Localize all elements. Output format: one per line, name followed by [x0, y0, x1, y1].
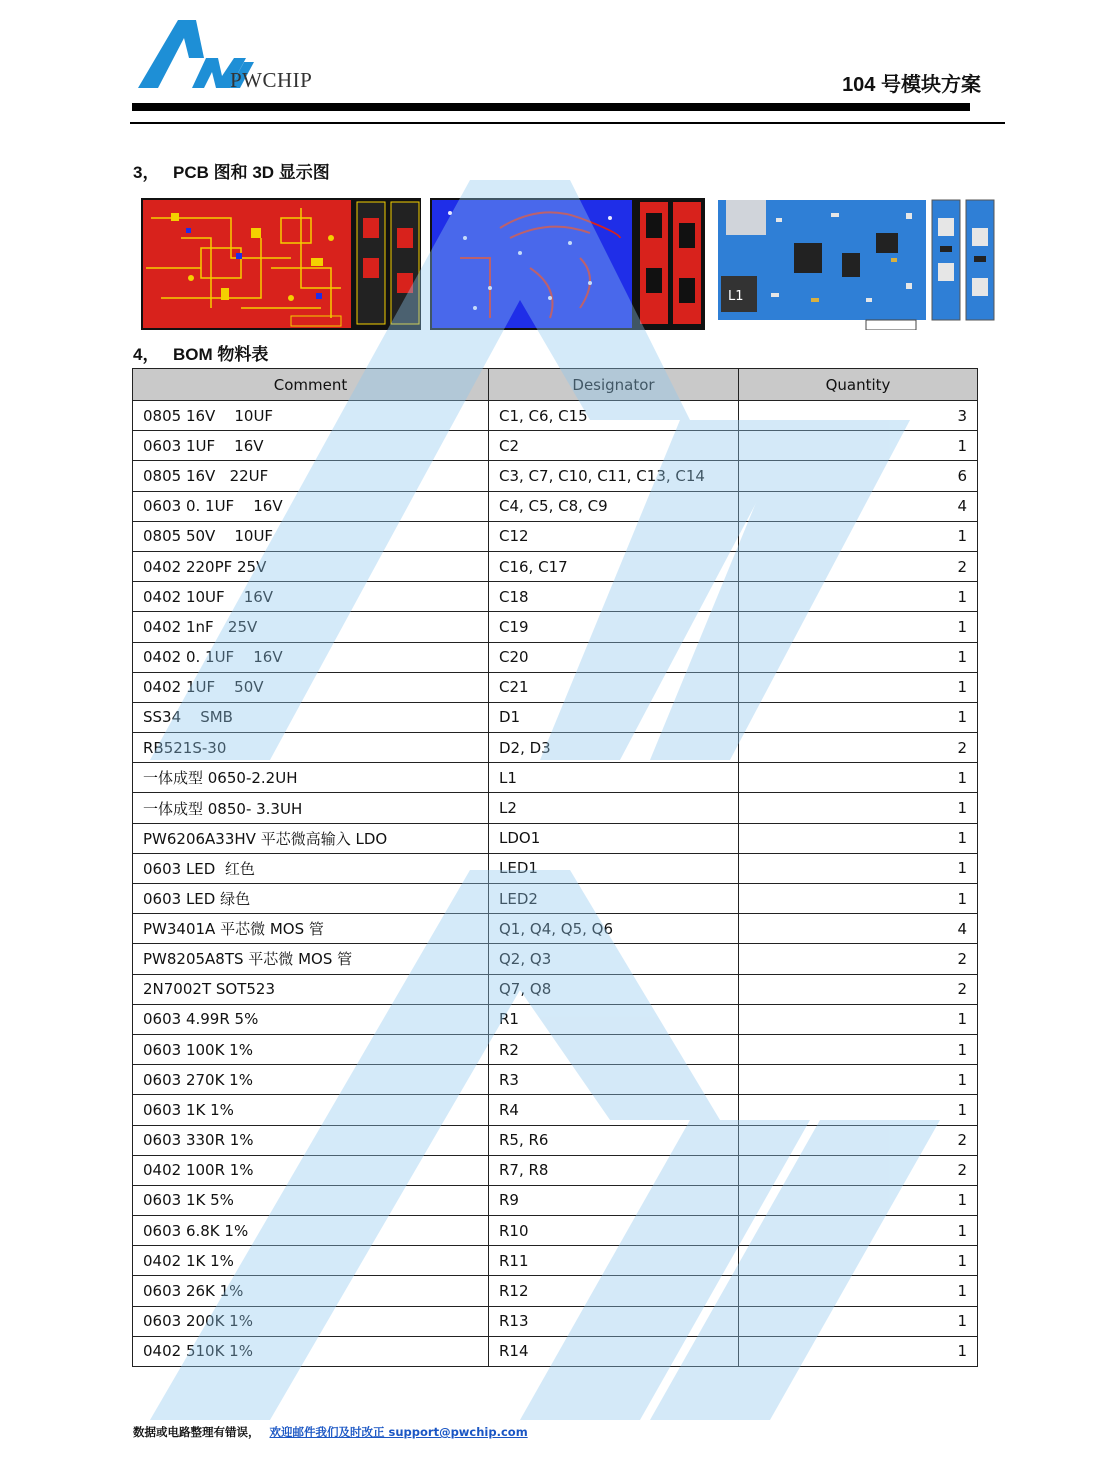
page-header	[0, 0, 1109, 130]
cell-quantity: 1	[739, 582, 978, 612]
cell-quantity: 2	[739, 944, 978, 974]
cell-quantity: 1	[739, 612, 978, 642]
cell-designator: R12	[489, 1276, 739, 1306]
cell-designator: LDO1	[489, 823, 739, 853]
cell-quantity: 4	[739, 491, 978, 521]
cell-quantity: 1	[739, 1216, 978, 1246]
cell-comment: PW3401A 平芯微 MOS 管	[133, 914, 489, 944]
table-row	[133, 823, 978, 853]
cell-comment: 0402 10UF 16V	[133, 582, 489, 612]
table-row	[133, 1185, 978, 1215]
table-row	[133, 914, 978, 944]
cell-designator: C4, C5, C8, C9	[489, 491, 739, 521]
cell-quantity: 2	[739, 733, 978, 763]
section-title-pcb	[133, 158, 330, 183]
bom-table	[132, 368, 978, 1367]
table-row	[133, 521, 978, 551]
cell-comment: 0402 220PF 25V	[133, 551, 489, 581]
cell-quantity: 1	[739, 642, 978, 672]
cell-comment: 0603 1K 5%	[133, 1185, 489, 1215]
column-header-quantity: Quantity	[739, 369, 978, 401]
cell-quantity: 1	[739, 521, 978, 551]
table-row	[133, 884, 978, 914]
cell-quantity: 1	[739, 884, 978, 914]
cell-designator: R7, R8	[489, 1155, 739, 1185]
cell-designator: C3, C7, C10, C11, C13, C14	[489, 461, 739, 491]
cell-designator: L1	[489, 763, 739, 793]
cell-comment: PW6206A33HV 平芯微高输入 LDO	[133, 823, 489, 853]
cell-designator: Q2, Q3	[489, 944, 739, 974]
cell-designator: Q1, Q4, Q5, Q6	[489, 914, 739, 944]
cell-designator: C18	[489, 582, 739, 612]
cell-comment: 0402 510K 1%	[133, 1336, 489, 1366]
table-row	[133, 1125, 978, 1155]
cell-quantity: 6	[739, 461, 978, 491]
cell-designator: R10	[489, 1216, 739, 1246]
cell-designator: Q7, Q8	[489, 974, 739, 1004]
section-label: PCB 图和 3D 显示图	[173, 163, 330, 182]
cell-comment: 0603 100K 1%	[133, 1034, 489, 1064]
pcb-3d-render-image	[716, 198, 1000, 330]
section-label: BOM 物料表	[173, 345, 269, 364]
table-row	[133, 944, 978, 974]
cell-designator: R5, R6	[489, 1125, 739, 1155]
cell-comment: 0402 1K 1%	[133, 1246, 489, 1276]
cell-quantity: 1	[739, 763, 978, 793]
cell-designator: C20	[489, 642, 739, 672]
cell-quantity: 1	[739, 431, 978, 461]
footer-text: 数据或电路整理有错误，	[133, 1425, 260, 1439]
table-row	[133, 491, 978, 521]
cell-quantity: 2	[739, 551, 978, 581]
cell-designator: L2	[489, 793, 739, 823]
cell-designator: R9	[489, 1185, 739, 1215]
cell-quantity: 1	[739, 1065, 978, 1095]
cell-quantity: 1	[739, 1004, 978, 1034]
cell-designator: R3	[489, 1065, 739, 1095]
table-row	[133, 642, 978, 672]
column-header-comment: Comment	[133, 369, 489, 401]
table-row	[133, 612, 978, 642]
cell-comment: 0603 LED 绿色	[133, 884, 489, 914]
table-row	[133, 1336, 978, 1366]
cell-comment: 0805 16V 10UF	[133, 401, 489, 431]
cell-designator: R13	[489, 1306, 739, 1336]
cell-comment: 0603 LED 红色	[133, 853, 489, 883]
table-row	[133, 431, 978, 461]
cell-designator: C1, C6, C15	[489, 401, 739, 431]
pcb-bottom-layer-image	[430, 198, 705, 330]
table-row	[133, 672, 978, 702]
cell-designator: R2	[489, 1034, 739, 1064]
cell-comment: 0402 1UF 50V	[133, 672, 489, 702]
cell-comment: 0805 50V 10UF	[133, 521, 489, 551]
cell-designator: R11	[489, 1246, 739, 1276]
table-row	[133, 853, 978, 883]
cell-quantity: 1	[739, 1095, 978, 1125]
cell-comment: RB521S-30	[133, 733, 489, 763]
document-title: 104 号模块方案	[842, 74, 981, 96]
pcb-top-layer-image	[141, 198, 421, 330]
table-row	[133, 793, 978, 823]
cell-designator: D1	[489, 702, 739, 732]
table-row	[133, 763, 978, 793]
cell-quantity: 3	[739, 401, 978, 431]
cell-comment: 0603 6.8K 1%	[133, 1216, 489, 1246]
cell-quantity: 1	[739, 1306, 978, 1336]
cell-quantity: 1	[739, 672, 978, 702]
table-row	[133, 1246, 978, 1276]
cell-quantity: 1	[739, 702, 978, 732]
cell-designator: C2	[489, 431, 739, 461]
inductor-label: L1	[728, 289, 744, 304]
header-rule-thick	[132, 103, 970, 111]
table-row	[133, 974, 978, 1004]
cell-comment: 0603 4.99R 5%	[133, 1004, 489, 1034]
cell-designator: C19	[489, 612, 739, 642]
cell-designator: LED2	[489, 884, 739, 914]
cell-comment: 0603 1UF 16V	[133, 431, 489, 461]
header-rule-thin	[130, 122, 1005, 124]
cell-designator: R14	[489, 1336, 739, 1366]
logo-text: PWCHIP	[230, 68, 313, 92]
cell-comment: 2N7002T SOT523	[133, 974, 489, 1004]
section-number: 4，	[133, 345, 160, 364]
cell-designator: R1	[489, 1004, 739, 1034]
cell-comment: 0603 200K 1%	[133, 1306, 489, 1336]
cell-comment: 0603 0. 1UF 16V	[133, 491, 489, 521]
cell-comment: 0603 26K 1%	[133, 1276, 489, 1306]
table-row	[133, 461, 978, 491]
cell-comment: 0402 100R 1%	[133, 1155, 489, 1185]
bom-table-body	[133, 401, 978, 1367]
cell-comment: 一体成型 0650-2.2UH	[133, 763, 489, 793]
cell-quantity: 1	[739, 793, 978, 823]
table-row	[133, 733, 978, 763]
table-row	[133, 1216, 978, 1246]
cell-designator: C16, C17	[489, 551, 739, 581]
table-row	[133, 551, 978, 581]
cell-comment: 0805 16V 22UF	[133, 461, 489, 491]
support-email-link[interactable]: 欢迎邮件我们及时改正 support@pwchip.com	[269, 1425, 528, 1439]
cell-quantity: 1	[739, 1276, 978, 1306]
cell-quantity: 1	[739, 853, 978, 883]
cell-comment: 0603 330R 1%	[133, 1125, 489, 1155]
section-title-bom	[133, 340, 268, 365]
cell-quantity: 1	[739, 823, 978, 853]
cell-comment: 一体成型 0850- 3.3UH	[133, 793, 489, 823]
table-row	[133, 1306, 978, 1336]
table-row	[133, 1095, 978, 1125]
page-footer	[133, 1424, 528, 1440]
cell-designator: R4	[489, 1095, 739, 1125]
cell-comment: PW8205A8TS 平芯微 MOS 管	[133, 944, 489, 974]
table-row	[133, 1155, 978, 1185]
section-number: 3，	[133, 163, 160, 182]
cell-comment: 0402 0. 1UF 16V	[133, 642, 489, 672]
table-row	[133, 1004, 978, 1034]
cell-quantity: 2	[739, 974, 978, 1004]
cell-designator: LED1	[489, 853, 739, 883]
table-row	[133, 1065, 978, 1095]
cell-comment: 0603 270K 1%	[133, 1065, 489, 1095]
cell-comment: SS34 SMB	[133, 702, 489, 732]
table-row	[133, 401, 978, 431]
cell-quantity: 1	[739, 1246, 978, 1276]
cell-quantity: 1	[739, 1185, 978, 1215]
cell-designator: C21	[489, 672, 739, 702]
table-row	[133, 582, 978, 612]
table-row	[133, 1276, 978, 1306]
cell-quantity: 2	[739, 1155, 978, 1185]
cell-quantity: 4	[739, 914, 978, 944]
cell-quantity: 1	[739, 1336, 978, 1366]
cell-comment: 0402 1nF 25V	[133, 612, 489, 642]
cell-designator: D2, D3	[489, 733, 739, 763]
table-row	[133, 702, 978, 732]
table-row	[133, 1034, 978, 1064]
column-header-designator: Designator	[489, 369, 739, 401]
cell-comment: 0603 1K 1%	[133, 1095, 489, 1125]
cell-quantity: 2	[739, 1125, 978, 1155]
table-header-row	[133, 369, 978, 401]
cell-quantity: 1	[739, 1034, 978, 1064]
cell-designator: C12	[489, 521, 739, 551]
